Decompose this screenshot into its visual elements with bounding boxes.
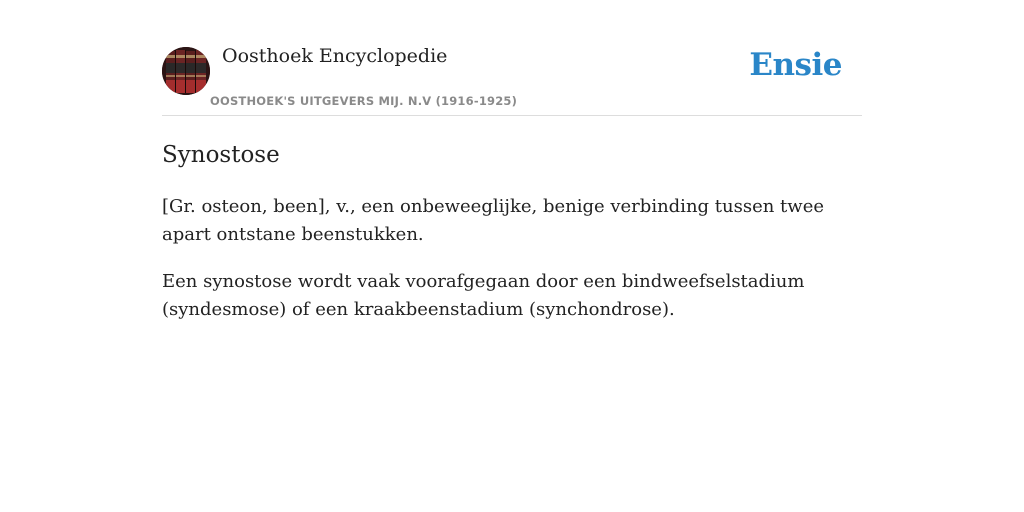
ensie-logo-link[interactable]: Ensie: [749, 47, 842, 83]
entry-title: Synostose: [162, 142, 280, 168]
entry-paragraph-2: Een synostose wordt vaak voorafgegaan door een bindweefselstadium (syndesmose) of een kraakbeenstadium (synchondrose).: [162, 270, 805, 320]
publisher-label: OOSTHOEK'S UITGEVERS MIJ. N.V (1916-1925): [210, 94, 518, 108]
site-title[interactable]: Oosthoek Encyclopedie: [222, 45, 448, 67]
page-container: [162, 0, 862, 324]
book-spines-icon[interactable]: [162, 47, 210, 95]
page-header: [162, 0, 862, 116]
entry-paragraph-1: [Gr. osteon, been], v., een onbeweeglijke, benige verbinding tussen twee apart ontstane beenstukken.: [162, 195, 824, 245]
